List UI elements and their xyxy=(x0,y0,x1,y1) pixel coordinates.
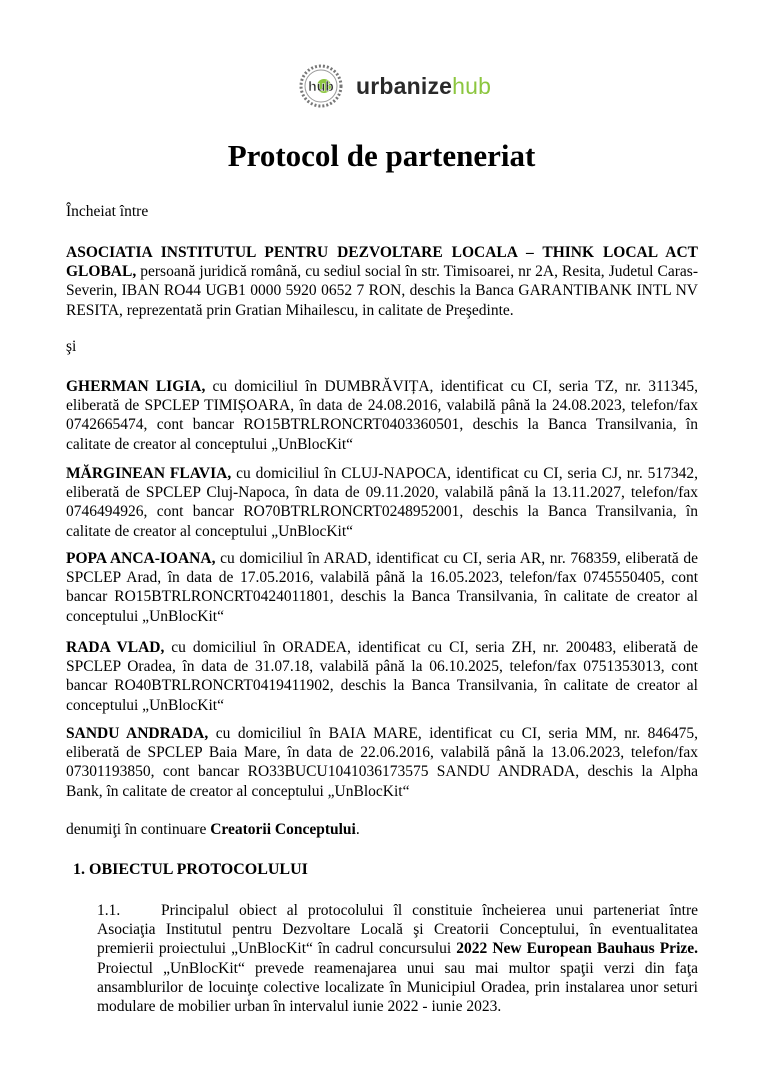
association-name: ASOCIATIA INSTITUTUL PENTRU DEZVOLTARE LOCALA – THINK LOCAL ACT GLOBAL, xyxy=(66,244,698,281)
party-creator xyxy=(66,724,698,801)
creator-details: cu domiciliul în ORADEA, identificat cu CI, seria ZH, nr. 200483, eliberată de SPCLEP Oradea, în data de 31.07.18, valabilă până la 06.10.2025, telefon/fax 0751353013, cont bancar RO40BTRLRONCRT0419411902, deschis la Banca Transilvania, în calitate de creator al conceptului „UnBlocKit“ xyxy=(66,639,699,714)
logo-mark-text: hub xyxy=(308,78,334,94)
logo-word-hub: hub xyxy=(452,72,492,99)
party-creator xyxy=(66,638,698,715)
creator-details: cu domiciliul în DUMBRĂVIȚA, identificat cu CI, seria TZ, nr. 311345, eliberată de SPCLEP TIMIȘOARA, în data de 24.08.2016, valabilă până la 24.08.2023, telefon/fax 0742665474, cont bancar RO15BTRLRONCRT0403360501, deschis la Banca Transilvania, în calitate de creator al conceptului „UnBlocKit“ xyxy=(66,378,698,453)
logo-wordmark xyxy=(356,73,491,100)
intro-text: Încheiat între xyxy=(66,203,149,220)
party-creator xyxy=(66,464,698,541)
creator-name: GHERMAN LIGIA, xyxy=(66,378,206,395)
urbanizehub-logo xyxy=(296,60,491,112)
hub-logo-icon xyxy=(296,61,346,111)
document-title: Protocol de parteneriat xyxy=(227,138,536,173)
clause-bold: 2022 New European Bauhaus Prize. xyxy=(456,940,699,958)
creator-name: POPA ANCA-IOANA, xyxy=(66,550,216,567)
party-creator xyxy=(66,549,698,626)
creator-details: cu domiciliul în BAIA MARE, identificat cu CI, seria MM, nr. 846475, eliberată de SPCLEP Baia Mare, în data de 22.06.2016, valabilă până la 13.06.2023, telefon/fax 07301193850, cont bancar RO33BUCU1041036173575 SANDU ANDRADA, deschis la Alpha Bank, în calitate de creator al conceptului „UnBlocKit“ xyxy=(66,725,698,800)
designation-text xyxy=(66,820,698,839)
logo-word-urbanize: urbanize xyxy=(356,72,453,99)
conjunction-text: şi xyxy=(66,338,77,355)
clause-number: 1.1. xyxy=(97,902,121,919)
creator-name: SANDU ANDRADA, xyxy=(66,725,209,742)
creator-details: cu domiciliul în CLUJ-NAPOCA, identificat cu CI, seria CJ, nr. 517342, eliberată de SPCLEP Cluj-Napoca, în data de 09.11.2020, valabilă până la 13.11.2027, telefon/fax 0746494926, cont bancar RO70BTRLRONCRT0248952001, deschis la Banca Transilvania, în calitate de creator al conceptului „UnBlocKit“ xyxy=(66,465,698,540)
clause-text-a: Principalul obiect al protocolului îl constituie încheierea unui parteneriat între Asociaţia Institutul pentru Dezvoltare Locală şi Creatorii Conceptului, în eventualitatea premierii proiectului „UnBlocKit“ în cadrul concursului xyxy=(97,902,698,958)
designation-bold: Creatorii Conceptului xyxy=(210,821,356,838)
association-details: persoană juridică română, cu sediul social în str. Timisoarei, nr 2A, Resita, Judetul Caras-Severin, IBAN RO44 UGB1 0000 5920 0652 7 RON, deschis la Banca GARANTIBANK INTL NV RESITA, reprezentată prin Gratian Mihailescu, in calitate de Preşedinte. xyxy=(66,263,698,319)
creator-name: RADA VLAD, xyxy=(66,639,165,656)
designation-prefix: denumiţi în continuare xyxy=(66,821,211,838)
creator-details: cu domiciliul în ARAD, identificat cu CI, seria AR, nr. 768359, eliberată de SPCLEP Arad, în data de 17.05.2016, valabilă până la 16.05.2023, telefon/fax 0745550405, cont bancar RO15BTRLRONCRT0424011801, deschis la Banca Transilvania, în calitate de creator al conceptului „UnBlocKit“ xyxy=(66,550,698,625)
party-creator xyxy=(66,377,698,454)
clause-text-b: Proiectul „UnBlocKit“ prevede reamenajarea unui sau mai multor spaţii verzi din faţa ansamblurilor de locuinţe colective localizate în Municipiul Oradea, prin instalarea unor seturi modulare de mobilier urban în intervalul iunie 2022 - iunie 2023. xyxy=(97,959,698,1016)
party-association xyxy=(66,243,698,320)
section-heading: 1. OBIECTUL PROTOCOLULUI xyxy=(73,861,308,878)
creator-name: MĂRGINEAN FLAVIA, xyxy=(66,465,232,482)
designation-suffix: . xyxy=(355,821,360,838)
clause-1-1 xyxy=(97,901,698,1016)
